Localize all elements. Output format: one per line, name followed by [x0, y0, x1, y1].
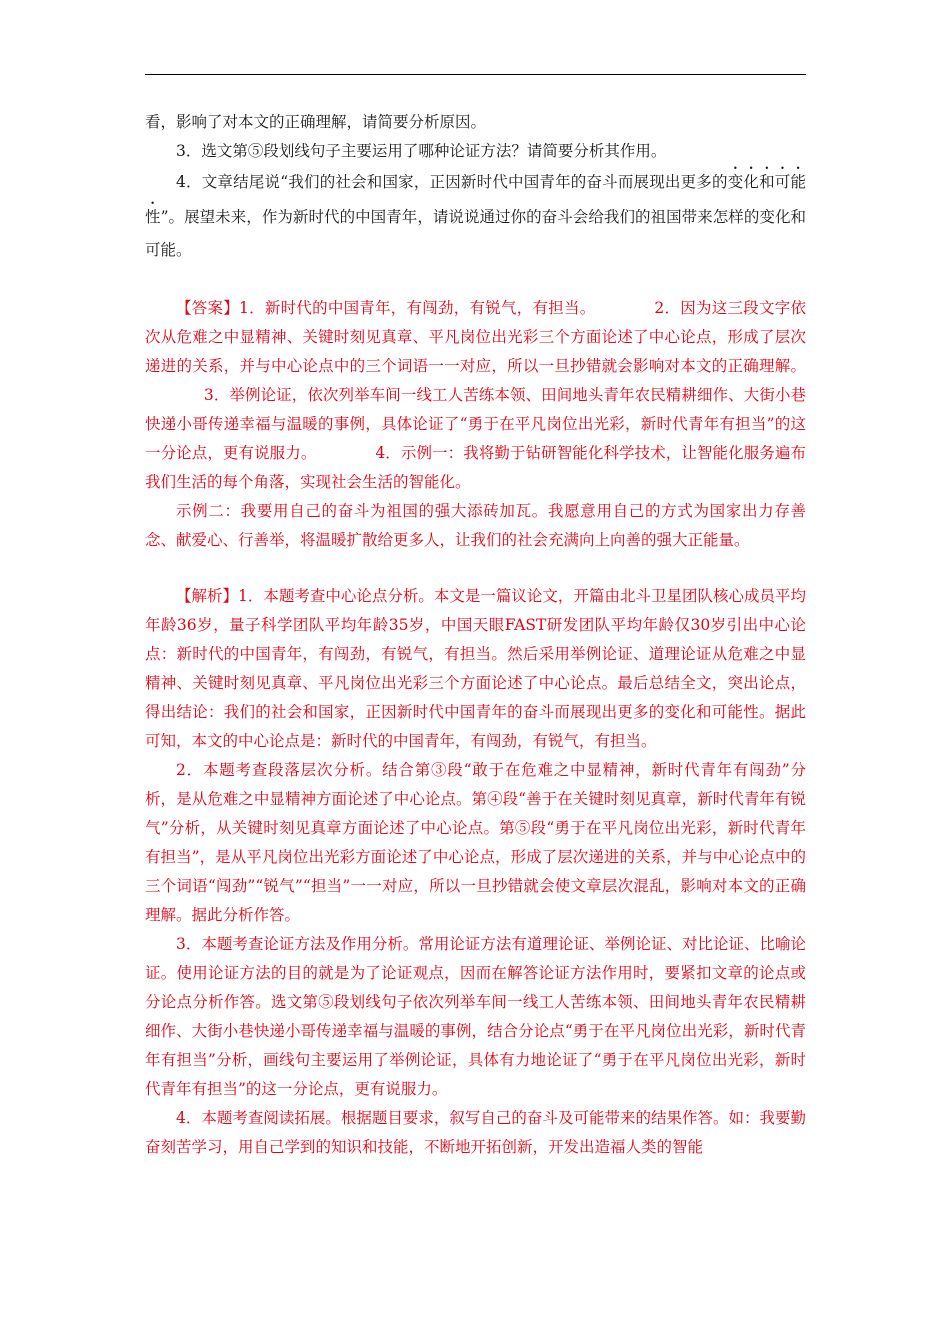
document-body: [145, 108, 806, 1162]
answer-tag: 【答案】: [176, 299, 239, 317]
analysis-1-text: 1．本题考查中心论点分析。本文是一篇议论文，开篇由北斗卫星团队核心成员平均年龄36岁，量子科学团队平均年龄35岁，中国天眼FAST研发团队平均年龄仅30岁引出中心论点：新时代的中国青年，有闯劲，有锐气，有担当。然后采用举例论证、道理论证从危难之中显精神、关键时刻见真章、平凡岗位出光彩三个方面论述了中心论点。最后总结全文，突出论点，得出结论：我们的社会和国家，正因新时代中国青年的奋斗而展现出更多的变化和可能性。据此可知，本文的中心论点是：新时代的中国青年，有闯劲，有锐气，有担当。: [145, 587, 806, 750]
answer-3: 3．举例论证，依次列举车间一线工人苦练本领、田间地头青年农民精耕细作、大街小巷快递小哥传递幸福与温暖的事例，具体论证了“勇于在平凡岗位出光彩，新时代青年有担当”的这一分论点，更有说服力。: [145, 386, 806, 462]
question-2-tail: 看，影响了对本文的正确理解，请简要分析原因。: [145, 113, 487, 131]
question-4-pre: 4．文章结尾说“我们的社会和国家，正因新时代中国青年的奋斗而展现出更多的: [176, 173, 728, 191]
analysis-2: 2．本题考查段落层次分析。结合第③段“敢于在危难之中显精神，新时代青年有闯劲”分析，是从危难之中显精神方面论述了中心论点。第④段“善于在关键时刻见真章，新时代青年有锐气”分析，从关键时刻见真章方面论述了中心论点。第⑤段“勇于在平凡岗位出光彩，新时代青年有担当”，是从平凡岗位出光彩方面论述了中心论点，形成了层次递进的关系，并与中心论点中的三个词语“闯劲”“锐气”“担当”一一对应，所以一旦抄错就会使文章层次混乱，影响对本文的正确理解。据此分析作答。: [145, 761, 806, 924]
analysis-4: 4．本题考查阅读拓展。根据题目要求，叙写自己的奋斗及可能带来的结果作答。如：我要勤奋刻苦学习，用自己学到的知识和技能，不断地开拓创新，开发出造福人类的智能: [145, 1109, 806, 1156]
answer-4-example-2: 示例二：我要用自己的奋斗为祖国的强大添砖加瓦。我愿意用自己的方式为国家出力存善念、献爱心、行善举，将温暖扩散给更多人，让我们的社会充满向上向善的强大正能量。: [145, 502, 806, 549]
header-rule: [145, 74, 806, 75]
answer-4: 4．示例一：我将勤于钻研智能化科学技术，让智能化服务遍布我们生活的每个角落，实现社会生活的智能化。: [145, 444, 806, 491]
answer-2: 2．因为这三段文字依次从危难之中显精神、关键时刻见真章、平凡岗位出光彩三个方面论述了中心论点，形成了层次递进的关系，并与中心论点中的三个词语一一对应，所以一旦抄错就会影响对本文的正确理解。: [145, 299, 806, 375]
answer-1: 1．新时代的中国青年，有闯劲，有锐气，有担当。: [238, 299, 596, 317]
answer-block: [145, 294, 806, 497]
analysis-tag: 【解析】: [176, 587, 239, 605]
question-4-post: ”。展望未来，作为新时代的中国青年，请说说通过你的奋斗会给我们的祖国带来怎样的变化和可能。: [145, 208, 806, 259]
analysis-3: 3．本题考查论证方法及作用分析。常用论证方法有道理论证、举例论证、对比论证、比喻论证。使用论证方法的目的就是为了论证观点，因而在解答论证方法作用时，要紧扣文章的论点或分论点分析作答。选文第⑤段划线句子依次列举车间一线工人苦练本领、田间地头青年农民精耕细作、大街小巷快递小哥传递幸福与温暖的事例，结合分论点“勇于在平凡岗位出光彩，新时代青年有担当”分析，画线句主要运用了举例论证，具体有力地论证了“勇于在平凡岗位出光彩，新时代青年有担当”的这一分论点，更有说服力。: [145, 935, 806, 1098]
question-4-emph-1: 变化: [727, 173, 760, 191]
analysis-1: [145, 582, 806, 756]
question-4-emph-2: 和可能性: [145, 173, 806, 226]
question-4: [145, 164, 806, 267]
question-3: 3．选文第⑤段划线句子主要运用了哪种论证方法？请简要分析其作用。: [176, 142, 667, 160]
